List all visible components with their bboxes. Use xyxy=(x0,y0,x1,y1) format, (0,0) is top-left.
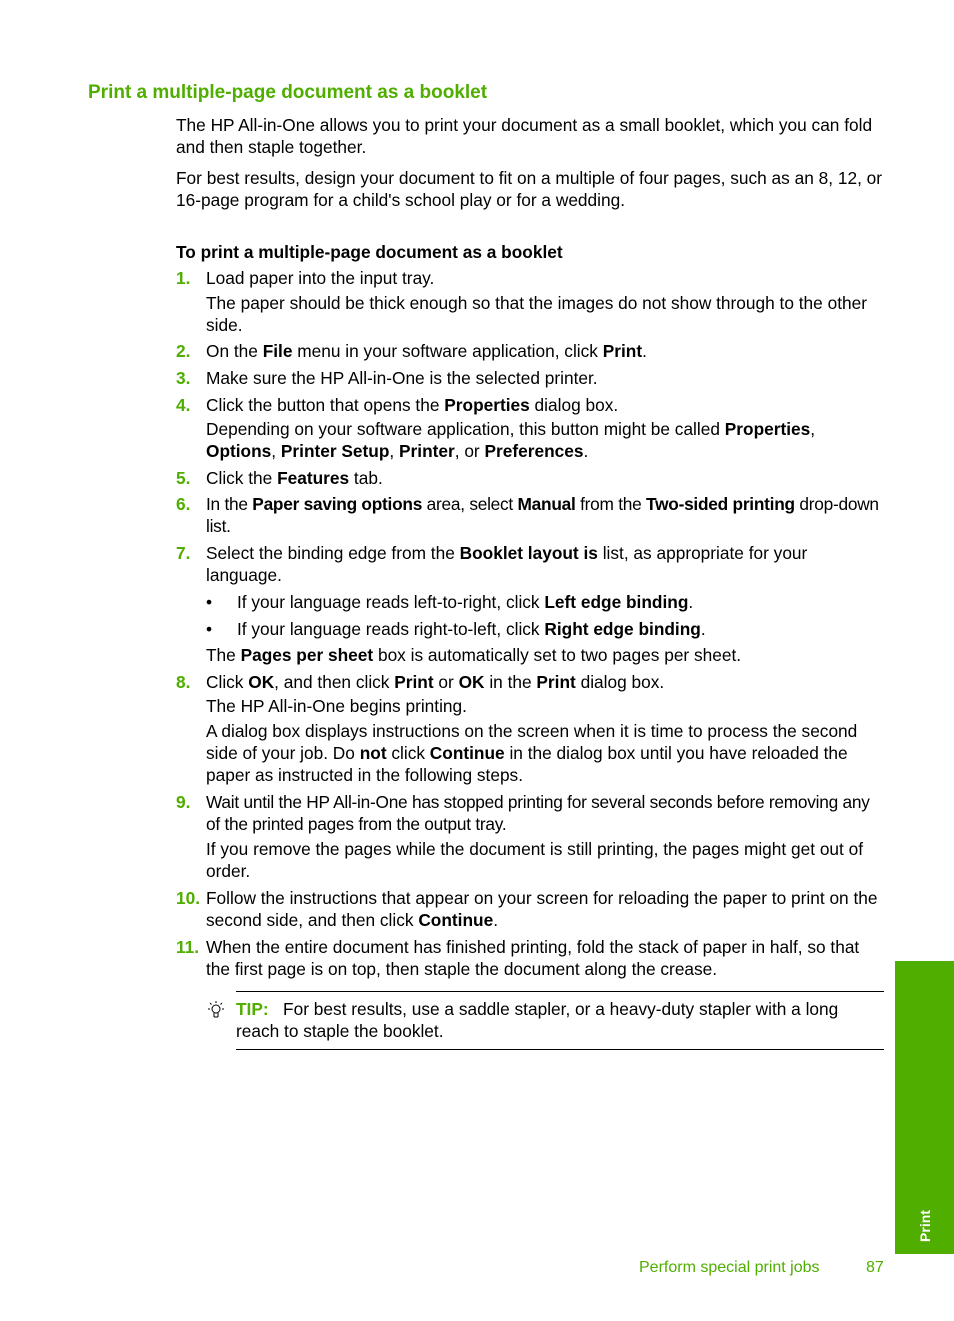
step-text: Select the binding edge from the Booklet layout is list, as appropriate for your language. xyxy=(206,543,808,585)
tip-bottom-rule xyxy=(236,1049,884,1050)
step-text: Click the Features tab. xyxy=(206,468,383,488)
step-number: 5. xyxy=(176,468,191,488)
step-number: 6. xyxy=(176,494,191,514)
step-number: 4. xyxy=(176,395,191,415)
step-text: Wait until the HP All-in-One has stopped printing for several seconds before removing any of the printed pages from the output tray. xyxy=(206,792,870,834)
tip-top-rule xyxy=(236,991,884,992)
step-number: 1. xyxy=(176,268,191,288)
step-text: On the File menu in your software application, click Print. xyxy=(206,341,647,361)
step-note: The paper should be thick enough so that the images do not show through to the other side. xyxy=(206,293,867,335)
section-title: Print a multiple-page document as a booklet xyxy=(88,82,488,103)
step-text: Make sure the HP All-in-One is the selected printer. xyxy=(206,368,598,388)
step-text: Follow the instructions that appear on your screen for reloading the paper to print on the second side, and then click Continue. xyxy=(206,888,878,930)
bullet-icon: • xyxy=(206,592,213,612)
step-text: Click OK, and then click Print or OK in the Print dialog box. xyxy=(206,672,665,692)
step-number: 7. xyxy=(176,543,191,563)
step-note: The Pages per sheet box is automatically set to two pages per sheet. xyxy=(206,645,742,665)
intro-paragraph-2: For best results, design your document to fit on a multiple of four pages, such as an 8, 12, or 16-page program for a child's school play or for a wedding. xyxy=(176,168,883,210)
step-text: In the Paper saving options area, select Manual from the Two-sided printing drop-down list. xyxy=(206,494,879,536)
step-note: Depending on your software application, this button might be called Properties, Options, Printer Setup, Printer, or Preferences. xyxy=(206,419,816,461)
step-number: 8. xyxy=(176,672,191,692)
step-number: 11. xyxy=(176,937,200,957)
tip-text: TIP: For best results, use a saddle stapler, or a heavy-duty stapler with a long reach to staple the booklet. xyxy=(236,999,839,1041)
side-tab xyxy=(895,961,954,1254)
procedure-title: To print a multiple-page document as a booklet xyxy=(176,242,563,262)
step-note: A dialog box displays instructions on the screen when it is time to process the second side of your job. Do not click Continue in the dialog box until you have reloaded the paper as instructed in the following steps. xyxy=(206,721,858,785)
step-note: The HP All-in-One begins printing. xyxy=(206,696,467,716)
side-tab-label: Print xyxy=(916,1210,933,1242)
step-number: 3. xyxy=(176,368,191,388)
lightbulb-icon xyxy=(205,1000,227,1022)
step-number: 10. xyxy=(176,888,201,908)
intro-paragraph-1: The HP All-in-One allows you to print your document as a small booklet, which you can fold and then staple together. xyxy=(176,115,873,157)
list-item: If your language reads left-to-right, click Left edge binding. xyxy=(237,592,694,612)
page-number: 87 xyxy=(866,1259,884,1276)
step-text: When the entire document has finished printing, fold the stack of paper in half, so that the first page is on top, then staple the document along the crease. xyxy=(206,937,860,979)
list-item: If your language reads right-to-left, click Right edge binding. xyxy=(237,619,706,639)
step-number: 9. xyxy=(176,792,191,812)
tip-label: TIP: xyxy=(236,999,269,1019)
step-text: Click the button that opens the Properties dialog box. xyxy=(206,395,619,415)
step-number: 2. xyxy=(176,341,191,361)
step-note: If you remove the pages while the document is still printing, the pages might get out of order. xyxy=(206,839,864,881)
step-text: Load paper into the input tray. xyxy=(206,268,435,288)
footer-section: Perform special print jobs xyxy=(639,1259,820,1276)
bullet-icon: • xyxy=(206,619,213,639)
